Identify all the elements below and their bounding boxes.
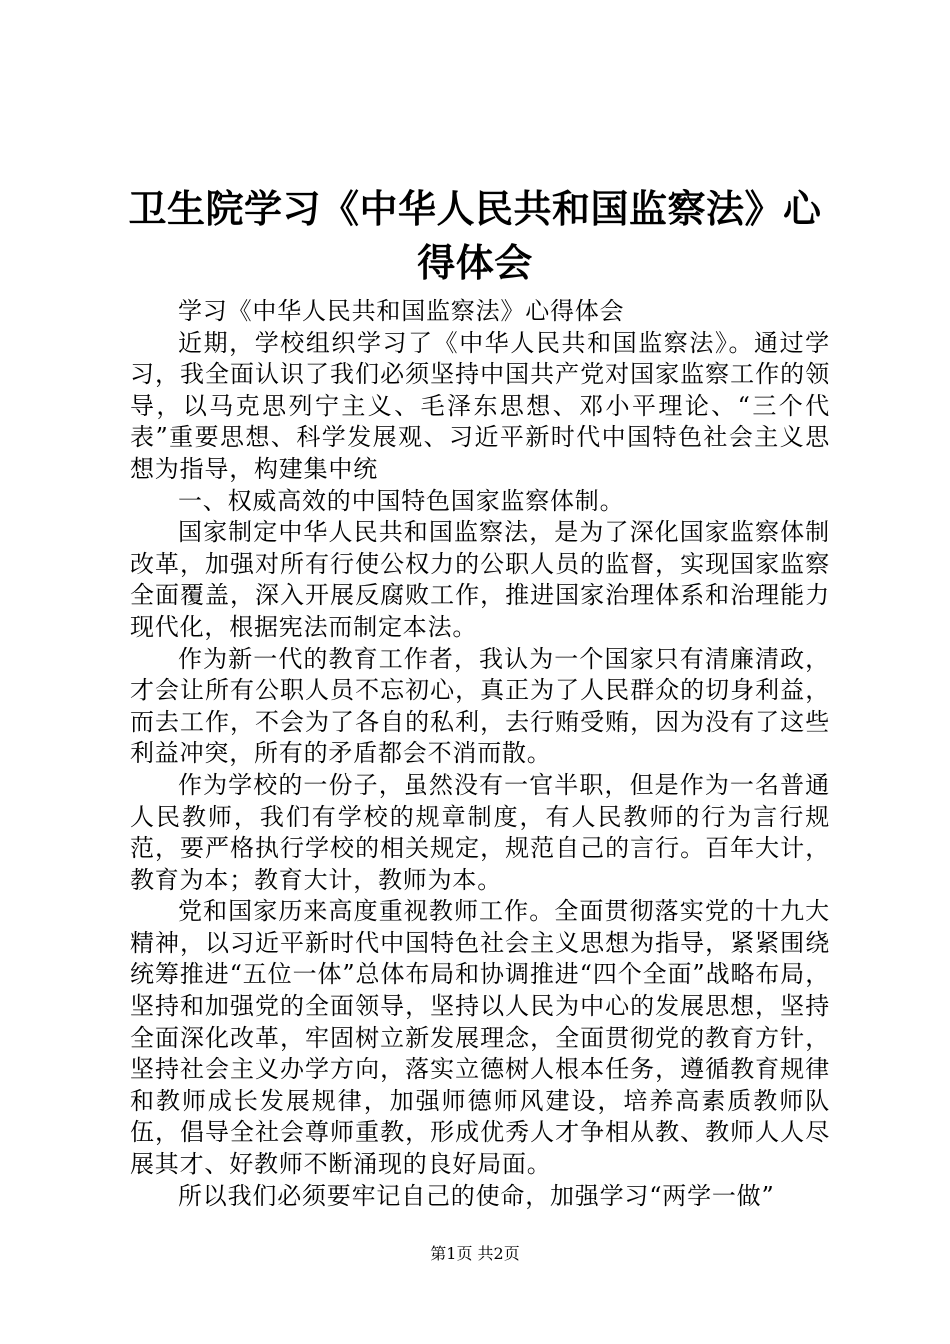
paragraph: 所以我们必须要牢记自己的使命，加强学习“两学一做” xyxy=(178,1181,775,1210)
paragraph: 国家制定中华人民共和国监察法，是为了深化国家监察体制改革，加强对所有行使公权力的公职人员的监督，实现国家监察全面覆盖，深入开展反腐败工作，推进国家治理体系和治理能力现代化，根据宪法而制定本法。 xyxy=(130,518,830,641)
paragraph-subtitle: 学习《中华人民共和国监察法》心得体会 xyxy=(178,297,625,325)
page-number-footer: 第1页 共2页 xyxy=(430,1244,520,1263)
paragraph: 一、权威高效的中国特色国家监察体制。 xyxy=(178,486,625,515)
paragraph: 作为新一代的教育工作者，我认为一个国家只有清廉清政，才会让所有公职人员不忘初心，真正为了人民群众的切身利益，而去工作，不会为了各自的私利，去行贿受贿，因为没有了这些利益冲突，所有的矛盾都会不消而散。 xyxy=(130,644,830,768)
paragraph: 作为学校的一份子，虽然没有一官半职，但是作为一名普通人民教师，我们有学校的规章制度，有人民教师的行为言行规范，要严格执行学校的相关规定，规范自己的言行。百年大计，教育为本；教育大计，教师为本。 xyxy=(130,770,830,894)
paragraph: 党和国家历来高度重视教师工作。全面贯彻落实党的十九大精神，以习近平新时代中国特色社会主义思想为指导，紧紧围绕统筹推进“五位一体”总体布局和协调推进“四个全面”战略布局，坚持和加强党的全面领导，坚持以人民为中心的发展思想，坚持全面深化改革，牢固树立新发展理念，全面贯彻党的教育方针，坚持社会主义办学方向，落实立德树人根本任务，遵循教育规律和教师成长发展规律，加强师德师风建设，培养高素质教师队伍，倡导全社会尊师重教，形成优秀人才争相从教、教师人人尽展其才、好教师不断涌现的良好局面。 xyxy=(130,897,830,1179)
document-body xyxy=(130,296,830,1212)
paragraph: 近期，学校组织学习了《中华人民共和国监察法》。通过学习，我全面认识了我们必须坚持中国共产党对国家监察工作的领导，以马克思列宁主义、毛泽东思想、邓小平理论、“三个代表”重要思想、科学发展观、习近平新时代中国特色社会主义思想为指导，构建集中统 xyxy=(130,328,830,483)
document-title: 卫生院学习《中华人民共和国监察法》心得体会 xyxy=(128,187,822,285)
